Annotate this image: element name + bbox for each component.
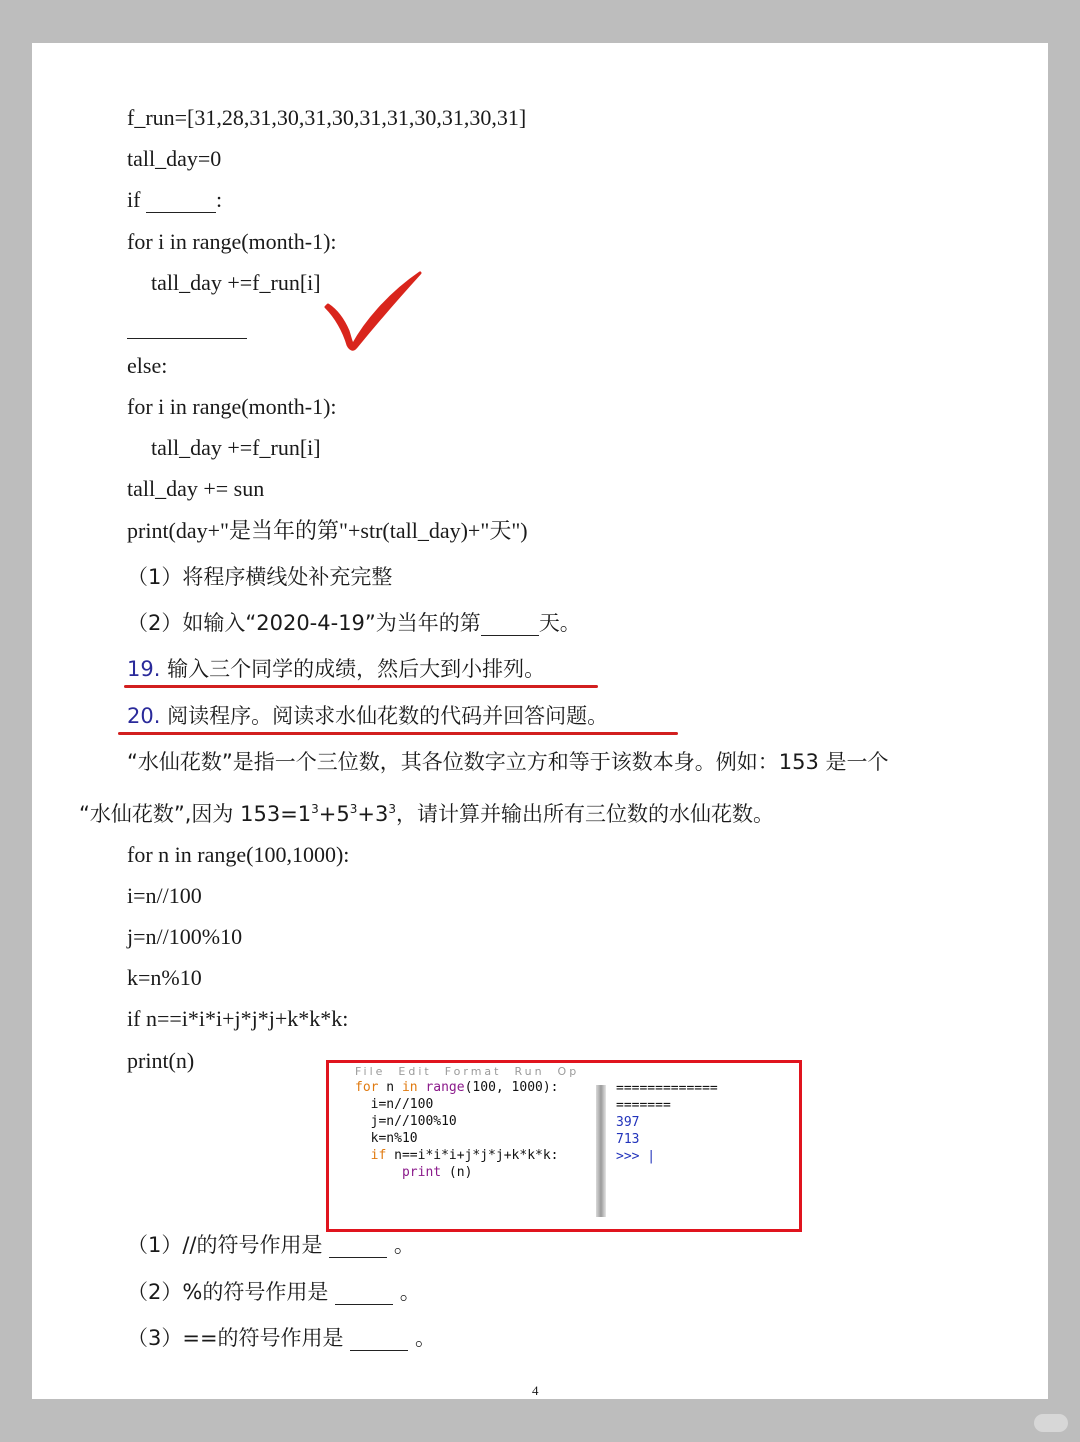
if-condition-blank (146, 192, 216, 213)
superscript: 3 (311, 802, 319, 816)
document-page (32, 43, 1048, 1399)
code-line-print-n: print(n) (127, 1048, 195, 1073)
superscript: 3 (349, 802, 358, 816)
desc-part: ，请计算并输出所有三位数的水仙花数。 (396, 802, 775, 826)
question-text: 阅读程序。阅读求水仙花数的代码并回答问题。 (167, 704, 609, 728)
code-line-for-1: for i in range(month-1): (127, 229, 337, 254)
check-mark-icon (320, 265, 430, 353)
code-text: j=n//100%10 (355, 1114, 457, 1129)
output-separator: ======= (616, 1098, 671, 1113)
pane-divider (596, 1085, 606, 1217)
question-19 (127, 656, 545, 682)
output-separator: ============= (616, 1081, 718, 1096)
desc-part: “水仙花数”,因为 153=1 (79, 802, 312, 826)
output-value: 397 (616, 1115, 640, 1130)
menu-bar: File Edit Format Run Op (355, 1065, 580, 1078)
builtin: range (417, 1080, 465, 1095)
code-line-add-sun: tall_day += sun (127, 476, 265, 501)
code-line-j: j=n//100%10 (127, 924, 243, 949)
question-number: 20. (127, 704, 161, 728)
shell-prompt: >>> | (616, 1149, 656, 1164)
red-underline (118, 732, 678, 735)
code-line-tall-day-init: tall_day=0 (127, 146, 222, 171)
q18-sub2 (127, 610, 581, 636)
code-text: k=n%10 (355, 1131, 418, 1146)
code-text: n (378, 1080, 402, 1095)
code-line-f-run: f_run=[31,28,31,30,31,30,31,31,30,31,30,31] (127, 105, 527, 130)
code-line-for-n: for n in range(100,1000): (127, 842, 350, 867)
keyword: if (355, 1148, 387, 1163)
code-text: n==i*i*i+j*j*j+k*k*k: (386, 1148, 559, 1163)
desc-part: +5 (318, 802, 350, 826)
if-keyword: if (127, 187, 141, 212)
answer-blank (350, 1330, 408, 1351)
code-line-if: if : (127, 187, 223, 212)
builtin: print (355, 1165, 442, 1180)
red-underline (124, 685, 598, 688)
question-text: （2）%的符号作用是 (127, 1280, 329, 1304)
answer-blank (481, 615, 539, 636)
shell-output-pane (616, 1080, 776, 1165)
answer-blank (335, 1284, 393, 1305)
question-text: 输入三个同学的成绩，然后大到小排列。 (167, 657, 546, 681)
period: 。 (399, 1280, 421, 1304)
superscript: 3 (388, 802, 397, 816)
question-20 (127, 703, 608, 729)
page-number: 4 (532, 1383, 539, 1398)
question-number: 19. (127, 657, 161, 681)
missing-line-blank (127, 318, 247, 339)
idle-screenshot (326, 1060, 802, 1232)
code-line-print: print(day+"是当年的第"+str(tall_day)+"天") (127, 518, 528, 543)
sub-question-1 (127, 1232, 415, 1258)
keyword: for (355, 1080, 379, 1095)
code-line-if-n: if n==i*i*i+j*j*j+k*k*k: (127, 1006, 349, 1031)
code-editor-pane (355, 1079, 595, 1216)
desc-part: +3 (357, 802, 389, 826)
sub-question-3 (127, 1325, 436, 1351)
code-text: i=n//100 (355, 1097, 434, 1112)
code-line-else: else: (127, 353, 168, 378)
question-text: （1）//的符号作用是 (127, 1233, 323, 1257)
code-line-accumulate-1: tall_day +=f_run[i] (151, 270, 321, 295)
sub-question-2 (127, 1279, 421, 1305)
code-text: (n) (441, 1165, 473, 1180)
code-line-i: i=n//100 (127, 883, 202, 908)
question-text: （3）==的符号作用是 (127, 1326, 344, 1350)
keyword: in (401, 1080, 418, 1095)
code-line-accumulate-2: tall_day +=f_run[i] (151, 435, 321, 460)
output-value: 713 (616, 1132, 640, 1147)
q18-sub1: （1）将程序横线处补充完整 (127, 565, 393, 589)
code-line-k: k=n%10 (127, 965, 202, 990)
narcissistic-description-line1: “水仙花数”是指一个三位数，其各位数字立方和等于该数本身。例如：153 是一个 (127, 750, 889, 774)
q18-sub2-suffix: 天。 (538, 611, 581, 635)
code-line-for-2: for i in range(month-1): (127, 394, 337, 419)
narcissistic-description-line2 (79, 796, 774, 827)
period: 。 (393, 1233, 415, 1257)
period: 。 (414, 1326, 436, 1350)
q18-sub2-prefix: （2）如输入“2020-4-19”为当年的第 (127, 611, 481, 635)
watermark-badge (1034, 1414, 1068, 1432)
answer-blank (329, 1237, 387, 1258)
code-text: (100, 1000): (464, 1080, 559, 1095)
code-line-blank (127, 313, 247, 339)
